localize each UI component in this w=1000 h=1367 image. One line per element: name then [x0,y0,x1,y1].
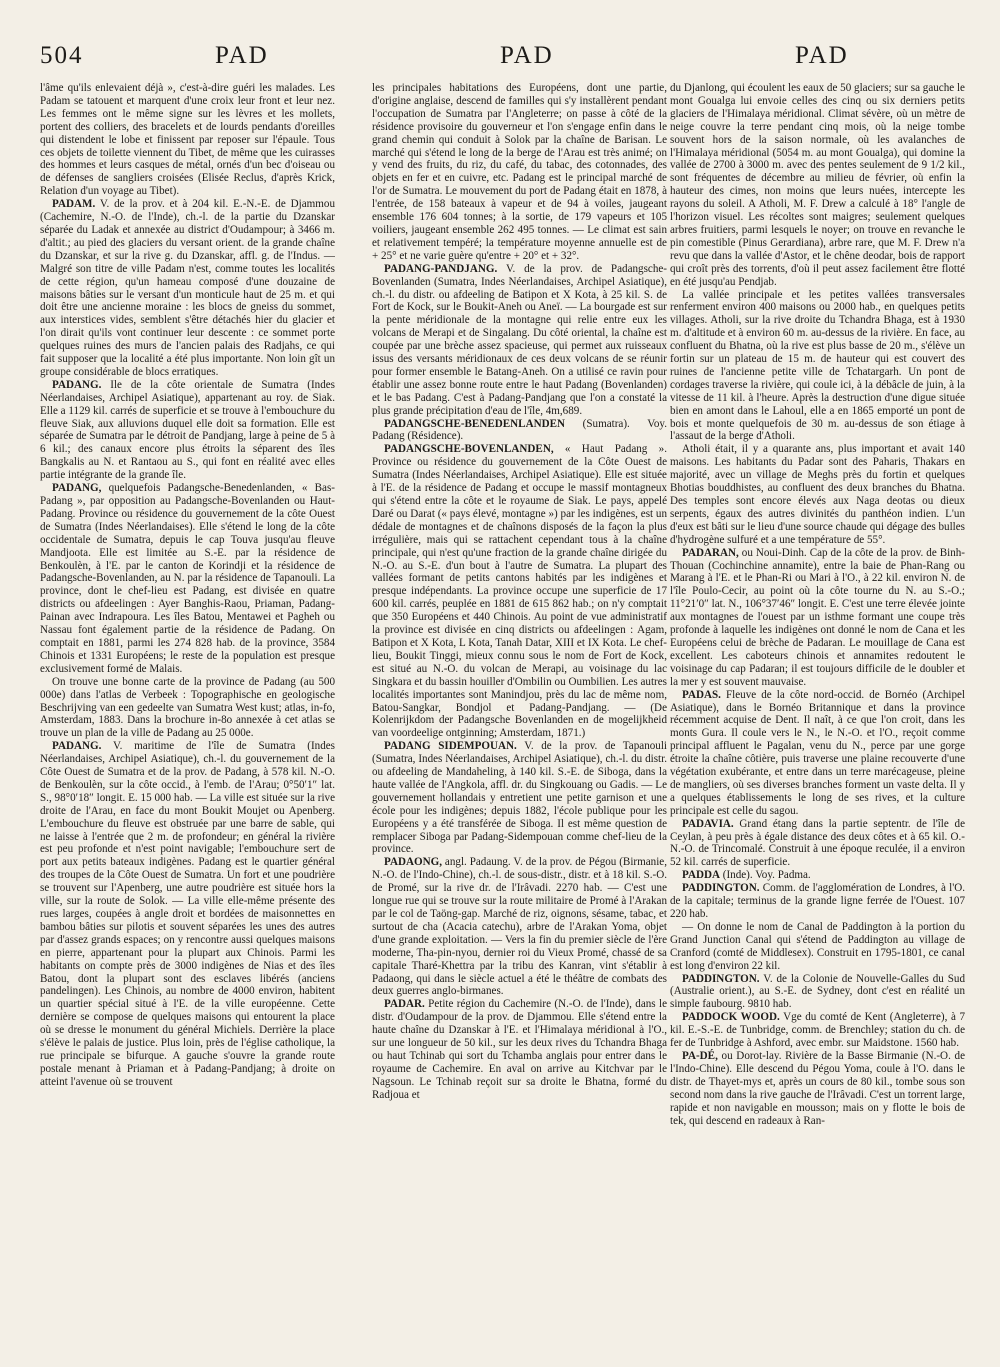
entry-text: du Djanlong, qui écoulent les eaux de 50 glaciers; sur sa gauche le mont Goualga lui envoie celles des cinq ou six derniers petits glaciers de l'Himalaya méridional. Climat sévère, où un mètre de neige couvre la terre pendant cinq mois, où la neige tombe souvent hors de la saison normale, où les avalanches de l'Himalaya méridional (5054 m. au mont Goualga), qui domine la vallée de 2700 à 3000 m. avec des pentes seulement de 9 1/2 kil., sont fréquentes de décembre au milieu de février, où enfin la hauteur des cimes, non moins que leurs nuées, intercepte les rayons du soleil. A Atholi, M. F. Drew a calculé à 18° l'angle de l'horizon visuel. Les récoltes sont maigres; seulement quelques arbres fruitiers, parmi lesquels le noyer; on trouve en revanche le pin comestible (Pinus Gerardiana), arbre rare, que M. F. Drew n'a revu que dans la vallée d'Astor, et le chêne deodar, bois de rapport qui croît près des torrents, d'où il peut assez facilement être flotté en été jusqu'au Pendjab. [670,82,965,288]
dictionary-entry [670,869,965,882]
dictionary-entry [670,921,965,973]
dictionary-entry [372,443,667,740]
running-head-center: PAD [500,42,554,69]
entry-text: V. maritime de l'île de Sumatra (Indes Néerlandaises, Archipel Asiatique), ch.-l. du gouvernement de la Côte Ouest de Sumatra et de la prov. de Padang, à 578 kil. N.-O. de Benkoulèn, sur la côte occid., à l'emb. de l'Arau; 0°50′1″ lat. S., 98°0′18″ longit. E. 15 000 hab. — La ville est située sur la rive droite de l'Arau, en face du mont Boukit Moujet ou Apenberg. L'embouchure du fleuve est obstruée par une barre de sable, qui ne laisse à l'entrée que 2 m. de profondeur; en général la rivière est peu profonde et n'est point navigable; l'embouchure sert de port aux petits bateaux indigènes. Padang est le quartier général des troupes de la Côte Ouest de Sumatra. Un fort et une poudrière se trouvent sur l'Apenberg, une autre poudrière est située hors la ville, sur la route de Solok. — La ville elle-même présente des rues larges, coupées à angle droit et bordées de maisonnettes en bambou bâties sur pilotis et souvent séparées les unes des autres par d'assez grands espaces; on y rencontre aussi quelques maisons en pierre, appartenant pour la plupart aux Chinois. Parmi les habitants on compte près de 3000 indigènes de Nias et des îles Batou, dont la plupart sont des esclaves libérés (anciens pandelingen). Les Chinois, au nombre de 4000 environ, habitent un quartier spécial situé à l'E. de la ville européenne. Cette dernière se compose de quelques maisons qui entourent la place où se dresse le monument du général Michiels. Derrière la place s'élève le palais de justice. Plus loin, près de l'église catholique, la rue principale se bifurque. A gauche s'ouvre la grande route postale menant à Priaman et à Padang-Pandjang; à droite on atteint l'avenue où se trouvent [40,740,335,1088]
entry-text: V. de la prov. de Tapanouli (Sumatra, Indes Néerlandaises, Archipel Asiatique), ch.-l. du distr. ou afdeeling de Mandaheling, à 140 kil. S.-E. de Siboga, dans la haute vallée de l'Angkola, affl. dr. du Singkouang ou Gadis. — Le gouvernement hollandais y entretient une petite garnison et une école pour les indigènes; depuis 1882, l'école publique pour les Européens y a été transférée de Siboga. Il est même question de remplacer Siboga par Padang-Sidempouan comme chef-lieu de la province. [372,740,667,856]
entry-text: V. de la prov. et à 204 kil. E.-N.-E. de Djammou (Cachemire, N.-O. de l'Inde), ch.-l. de la partie du Dzanskar séparée du Ladak et annexée au district d'Oudampour; à 3466 m. d'altit.; au pied des glaciers du versant orient. de la grande chaîne du Dzanskar, et sur la rive g. du Dzanskar, affl. g. de l'Indus. — Malgré son titre de ville Padam n'est, comme toutes les localités de cette région, qu'un hameau composé d'une douzaine de maisons bâties sur le versant d'un monticule haut de 25 m. et qui doit être une ancienne moraine : les blocs de gneiss du sommet, aux interstices vides, semblent s'être détachés hier du glacier et l'on dirait qu'ils vont continuer leur descente : ce sommet porte quelques ruines des murs de l'ancien palais des Radjahs, ce qui fait supposer que la localité a été plus importante. Non loin gît un groupe considérable de blocs erratiques. [40,198,335,378]
dictionary-entry [40,482,335,676]
entry-text: ou Dorot-lay. Rivière de la Basse Birmanie (N.-O. de l'Indo-Chine). Elle descend du Pégou Yoma, coule à l'O. dans le distr. de Thayet-mys et, après un cours de 80 kil., tombe sous son second nom dans la rive gauche de l'Irâvadi. C'est un torrent large, rapide et non navigable en mousson; mais on y flotte le bois de tek, qui descend en radeaux à Ran- [670,1049,965,1127]
entry-headword: PADANG. [52,378,102,391]
dictionary-entry [670,1050,965,1127]
dictionary-entry [372,82,667,263]
page-header [40,42,965,78]
entry-text: (Sumatra). Voy. Padang (Résidence). [372,417,667,443]
entry-headword: PADDINGTON. [682,882,760,895]
dictionary-entry [40,676,335,741]
dictionary-entry [670,973,965,1012]
dictionary-entry [40,379,335,482]
dictionary-entry [670,289,965,444]
entry-headword: PADAONG, [384,856,443,869]
entry-text: Petite région du Cachemire (N.-O. de l'Inde), dans le distr. d'Oudampour de la prov. de Djammou. Elle s'étend entre la haute chaîne du Dzanskar à l'E. et l'Himalaya méridional à l'O., sur une longueur de 50 kil., sur les deux rives du Tchandra Bhaga ou haut Tchinab qui sort du Tchamba anglais pour entrer dans le royaume de Cachemire. En aval on arrive au Kitchvar par le Nagsoun. Le Tchinab reçoit sur sa droite le Bhatna, formé du Radjoua et [372,998,667,1101]
entry-headword: PADANGSCHE-BOVENLANDEN, [384,443,554,456]
entry-text: quelquefois Padangsche-Benedenlanden, « Bas-Padang », par opposition au Padangsche-Bovenlanden ou Haut-Padang. Province ou résidence du gouvernement de la côte Ouest de Sumatra (Indes Néerlandaises). Elle s'étend le long de la côte occidentale de Sumatra, depuis le cap Touva jusqu'au fleuve Mandjoota. Elle est limitée au S.-E. par la résidence de Benkoulèn, à l'E. par le canton de Korindji et la résidence de Padangsche-Bovenlanden, au N. par la résidence de Tapanouli. La province, dont le chef-lieu est Padang, est divisée en quatre districts ou afdeelingen : Ayer Banghis-Raou, Priaman, Padang-Painan avec Indrapoura. Les îles Batou, Mentawei et Pagheh ou Nassau font également partie de la résidence de Padang. On comptait en 1881, parmi les 274 828 hab. de la province, 3584 Chinois et 1331 Européens; le reste de la population est presque exclusivement formé de Malais. [40,482,335,675]
entry-headword: PADANGSCHE-BENEDENLANDEN [384,417,566,430]
entry-text: Comm. de l'agglomération de Londres, à l'O. de la capitale; terminus de la grande ligne ferrée de l'Ouest. 107 220 hab. [670,882,965,920]
text-columns [40,82,965,1357]
entry-text: les principales habitations des Européens, dont une partie, d'origine anglaise, descend de familles qui s'y installèrent pendant l'occupation de Sumatra par l'Angleterre; on passe à côté de la résidence provisoire du gouverneur et l'on s'engage enfin dans le grand chemin qui conduit à Solok par la chaîne de Barisan. Le marché qui s'étend le long de la berge de l'Arau est très animé; on y vend des fruits, du riz, du café, du tabac, des cotonnades, des objets en fer et en cuivre, etc. Padang est le principal marché de l'or de Sumatra. Le mouvement du port de Padang était en 1878, à l'entrée, de 158 bateaux à vapeur et de 94 à voiles, jaugeant ensemble 176 604 tonnes; à la sortie, de 179 vapeurs et 105 voiliers, jaugeant ensemble 262 495 tonnes. — Le climat est sain et relativement tempéré; la température moyenne annuelle est de + 25° et ne varie guère qu'entre + 20° et + 32°. [372,82,667,262]
entry-headword: PADARAN, [682,546,739,559]
dictionary-entry [40,82,335,198]
entry-text: ou Noui-Dinh. Cap de la côte de la prov. de Binh-Thouan (Cochinchine annamite), entre la baie de Phan-Rang ou Marang à l'E. et le Phan-Ri ou Mari à l'O., à 22 kil. environ N. de l'île Poulo-Cecir, au point où la côte tourne du N. au S.-O.; 11°21′0″ lat. N., 106°37′46″ longit. E. C'est une terre élevée jointe aux montagnes de l'ouest par un isthme formant une coupe très profonde à laquelle les indigènes ont donné le nom de Cana et les Européens celui de brèche de Padaran. Le mouillage de Cana est excellent. Les caboteurs chinois et annamites redoutent le voisinage du cap Padaran; il est toujours difficile de le doubler et la mer y est souvent mauvaise. [670,546,965,688]
entry-headword: PADANG. [52,740,102,753]
dictionary-entry [670,882,965,921]
dictionary-entry [40,740,335,1088]
entry-headword: PADAVIA. [682,817,734,830]
entry-text: Ile de la côte orientale de Sumatra (Indes Néerlandaises, Archipel Asiatique), appartenant au roy. de Siak. Elle a 1129 kil. carrés de superficie et se trouve à l'embouchure du fleuve Siak, aux alluvions duquel elle doit sa formation. Elle est séparée de Sumatra par le détroit de Pandjang, large à peine de 5 à 6 kil.; des canaux encore plus étroits la séparent des îles Bangkalis au N. et Rantaou au S., qui font en réalité avec elles partie intégrante de la grande île. [40,378,335,482]
dictionary-entry [372,263,667,418]
column-middle [372,82,667,1357]
entry-text: — On donne le nom de Canal de Paddington à la portion du Grand Junction Canal qui s'étend de Paddington au village de Cranford (comté de Middlesex). Construit en 1795-1801, ce canal est long d'environ 22 kil. [670,920,965,972]
entry-text: « Haut Padang ». Province ou résidence du gouvernement de la Côte Ouest de Sumatra (Indes Néerlandaises, Archipel Asiatique). Elle est située à l'E. de la résidence de Padang et occupe le massif montagneux qui s'étend entre la côte et le royaume de Siak. Le pays, appelé Daré ou Darat (« pays élevé, montagne ») par les indigènes, est un dédale de montagnes et de chaînons disposés de la façon la plus irrégulière, mais qui se rattachent cependant tous à la chaîne principale, qui n'est qu'une fraction de la grande chaîne dirigée du N.-O. au S.-E. d'un bout à l'autre de Sumatra. La plupart des vallées formant de petits cantons habités par les indigènes et presque indépendants. La province occupe une superficie de 17 600 kil. carrés, peuplée en 1881 de 615 862 hab.; on n'y comptait que 350 Européens et 440 Chinois. Au point de vue administratif la province est divisée en cinq districts ou afdeelingen : Agam, Batipon et X Kota, L Kota, Tanah Datar, XIII et IX Kota. Le chef-lieu, Boukit Tinggi, mieux connu sous le nom de Fort de Kock, est situé au N.-O. du volcan de Merapi, au voisinage du lac Singkara et du bassin houiller d'Ombilin ou Oumbilien. Les autres localités importantes sont Manindjou, près du lac de même nom, Batou-Sangkar, Bondjol et Padang-Pandjang. — (De Kolenrijkdom der Padangsche Bovenlanden en de mogelijkheid van voordeelige ontginning; Amsterdam, 1871.) [372,443,667,740]
column-right [670,82,965,1357]
running-head-left: PAD [215,42,269,69]
entry-text: Atholi était, il y a quarante ans, plus important et avait 140 maisons. Les habitants du Padar sont des Paharis, Thakars en majorité, avec un village de Meghs près du fortin et quelques Bhotias bouddhistes, au confluent des deux branches du Bhatna. Des temples sont encore élevés aux Naga deotas ou dieux serpents, égaux des autres divinités du panthéon indien. L'un d'eux est bâti sur le lieu d'une source chaude qui dégage des bulles d'hydrogène sulfuré et a une température de 55°. [670,443,965,546]
entry-text: La vallée principale et les petites vallées transversales renferment environ 400 maisons ou 2000 hab., en quelques petits villages. Atholi, sur la rive droite du Tchandra Bhaga, est à 1930 m. d'altitude et à environ 60 m. au-dessus de la rivière. En face, au confluent du Bhatna, où la rive est plus basse de 20 m., s'élève un fortin sur un plateau de 15 m. de hauteur qui est couvert des ruines de l'ancienne petite ville de Tchatargarh. Un pont de cordages traverse la rivière, qui coule ici, à la débâcle de juin, à la vitesse de 11 kil. à l'heure. Après la destruction d'une digue située bien en amont dans le Lahoul, elle a en 1865 emporté un pont de bois et monte quelquefois de 30 m. au-dessus de son étiage à l'assaut de la berge d'Atholi. [670,288,965,443]
dictionary-entry [372,418,667,444]
dictionary-entry [40,198,335,379]
entry-headword: PADANG, [52,482,102,495]
entry-headword: PADAM. [52,198,96,211]
dictionary-entry [670,818,965,870]
entry-headword: PADANG SIDEMPOUAN. [384,740,517,753]
entry-text: Vge du comté de Kent (Angleterre), à 7 kil. E.-S.-E. de Tunbridge, comm. de Brenchley; station du ch. de fer de Tunbridge à Ashford, avec embr. sur Maidstone. 1560 hab. [670,1011,965,1050]
dictionary-entry [372,856,667,998]
dictionary-entry [372,998,667,1101]
entry-text: On trouve une bonne carte de la province de Padang (au 500 000e) dans l'atlas de Verbeek : Topographische en geologische Beschrijving van een gedeelte van Sumatra West kust; atlas, in-fo, Amsterdam, 1883. Dans la brochure in-8o annexée à cet atlas se trouve un plan de la ville de Padang au 25 000e. [40,675,335,740]
entry-text: (Inde). Voy. Padma. [720,869,811,882]
entry-headword: PADDA [682,869,720,882]
dictionary-entry [670,547,965,689]
entry-headword: PADAR. [384,998,425,1011]
dictionary-entry [670,443,965,546]
column-left [40,82,335,1357]
entry-text: Grand étang dans la partie septentr. de l'île de Ceylan, à peu près à égale distance des deux côtes et à 65 kil. O.-N.-O. de Trincomalé. Construit à une époque reculée, il a environ 52 kil. carrés de superficie. [670,817,965,869]
entry-headword: PADANG-PANDJANG. [384,262,498,275]
dictionary-entry [670,689,965,818]
entry-text: angl. Padaung. V. de la prov. de Pégou (Birmanie, N.-O. de l'Indo-Chine), ch.-l. de sous-distr., distr. et à 18 kil. S.-O. de Promé, sur la rive dr. de l'Irâvadi. 2270 hab. — C'est une longue rue qui se trouve sur la route militaire de Promé à l'Arakan par le col de Taöng-gap. Marché de riz, oignons, sésame, tabac, et surtout de cha (Acacia catechu), arbre de l'Arakan Yoma, objet d'une grande exploitation. — Vers la fin du premier siècle de l'ère moderne, Tha-pin-nyou, dernier roi du Vieux Promé, chassé de sa capitale Tharé-Khettra par la tribu des Kanran, vint s'établir à Padaong, qui dans le siècle actuel a été le théâtre de combats des deux guerres anglo-birmanes. [372,856,667,998]
entry-text: V. de la prov. de Padangsche-Bovenlanden (Sumatra, Indes Néerlandaises, Archipel Asiatique), ch.-l. du distr. ou afdeeling de Batipon et X Kota, à 25 kil. S. de Fort de Kock, sur le Boukit-Aneh ou Aneï. — La bourgade est sur la pente méridionale de la montagne qui relie entre eux les volcans de Merapi et de Singalang. Du côté oriental, la chaîne est coupée par une brèche assez spacieuse, qui permet aux ruisseaux issus des versants méridionaux de ces deux volcans de se réunir pour former ensemble le Batang-Aneh. On a utilisé ce ravin pour établir une assez bonne route entre le haut Padang (Bovenlanden) et le bas Padang. C'est à Padang-Pandjang que l'on a constaté la plus grande précipitation d'eau de l'île, 4m,689. [372,262,667,417]
dictionary-entry [372,740,667,856]
dictionary-entry [670,82,965,289]
entry-text: l'âme qu'ils enlevaient déjà », c'est-à-dire guéri les malades. Les Padam se tatouent et marquent d'une croix leur front et leur nez. Les femmes ont le même signe sur les lèvres et les mollets, portent des colliers, des bracelets et de lourds pendants d'oreilles qui distendent le lobe et finissent par reposer sur l'épaule. Tous ces objets de toilette viennent du Tibet, de même que les cuirasses des hommes et leurs casques de métal, ornés d'un bec d'oiseau ou de défenses de sangliers croisées (Elisée Reclus, d'après Krick, Relation d'un voyage au Tibet). [40,82,335,198]
entry-headword: PADAS. [682,688,721,701]
entry-headword: PADDOCK WOOD. [682,1011,780,1024]
entry-headword: PA-DÉ, [682,1049,718,1062]
entry-text: Fleuve de la côte nord-occid. de Bornéo (Archipel Asiatique), dans le Bornéo Britannique et dans la province récemment acquise de Dent. Il naît, à ce que l'on croit, dans les monts Gura. Il coule vers le N., le N.-O. et l'O., reçoit comme principal affluent le Pagalan, venu du N., perce par une gorge étroite la chaîne côtière, puis traverse une plaine recouverte d'une végétation exubérante, et entre dans un terre marécageuse, pleine de mangliers, où ses diverses branches forment un vaste delta. Il y a quelques établissements le long de ses rives, et la culture principale est celle du sagou. [670,688,965,817]
running-head-right: PAD [795,42,849,69]
page-number: 504 [40,42,84,69]
dictionary-entry [670,1011,965,1050]
entry-text: V. de la Colonie de Nouvelle-Galles du Sud (Australie orient.), au S.-E. de Sydney, dont c'est en réalité un simple faubourg. 9810 hab. [670,972,965,1011]
entry-headword: PADDINGTON. [682,972,760,985]
